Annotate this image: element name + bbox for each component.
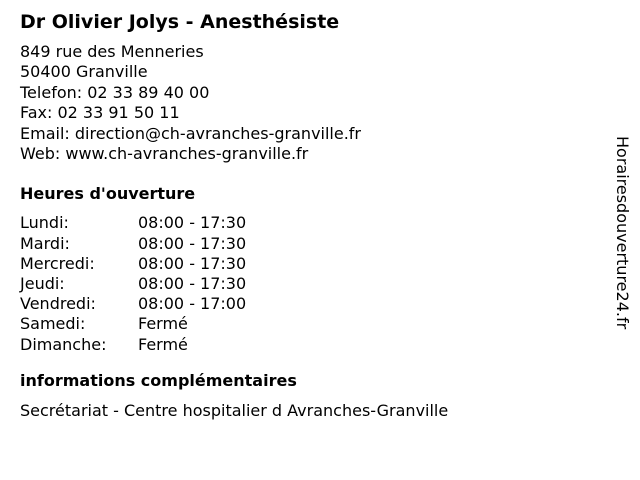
- hours-day: Dimanche:: [20, 334, 107, 354]
- email-line: Email: direction@ch-avranches-granville.fr: [20, 123, 362, 143]
- hours-row-thursday: [20, 274, 600, 294]
- hours-row-saturday: [20, 314, 600, 334]
- phone-line: Telefon: 02 33 89 40 00: [20, 82, 210, 102]
- hours-table: [20, 213, 600, 354]
- hours-day: Mardi:: [20, 233, 70, 253]
- business-card: [20, 8, 600, 422]
- hours-time: 08:00 - 17:30: [138, 253, 247, 273]
- hours-row-wednesday: [20, 254, 600, 274]
- hours-day: Vendredi:: [20, 294, 96, 314]
- hours-day: Lundi:: [20, 213, 69, 233]
- hours-day: Samedi:: [20, 314, 86, 334]
- hours-day: Jeudi:: [20, 274, 65, 294]
- hours-row-sunday: [20, 335, 600, 355]
- fax-line: Fax: 02 33 91 50 11: [20, 103, 180, 123]
- hours-row-tuesday: [20, 234, 600, 254]
- hours-time: 08:00 - 17:30: [138, 274, 247, 294]
- contact-block: [20, 42, 600, 164]
- address-city: 50400 Granville: [20, 62, 148, 82]
- hours-time: Fermé: [138, 314, 188, 334]
- hours-time: 08:00 - 17:30: [138, 233, 247, 253]
- hours-heading: Heures d'ouverture: [20, 184, 196, 204]
- info-text: Secrétariat - Centre hospitalier d Avranches-Granville: [20, 400, 449, 420]
- hours-row-friday: [20, 294, 600, 314]
- hours-row-monday: [20, 213, 600, 233]
- hours-day: Mercredi:: [20, 253, 95, 273]
- site-watermark: Horairesdouverture24.fr: [613, 136, 632, 330]
- hours-time: Fermé: [138, 334, 188, 354]
- web-line: Web: www.ch-avranches-granville.fr: [20, 144, 309, 164]
- address-street: 849 rue des Menneries: [20, 42, 204, 61]
- page-title: Dr Olivier Jolys - Anesthésiste: [20, 11, 340, 33]
- hours-time: 08:00 - 17:00: [138, 294, 247, 314]
- info-heading: informations complémentaires: [20, 370, 297, 390]
- hours-time: 08:00 - 17:30: [138, 213, 247, 233]
